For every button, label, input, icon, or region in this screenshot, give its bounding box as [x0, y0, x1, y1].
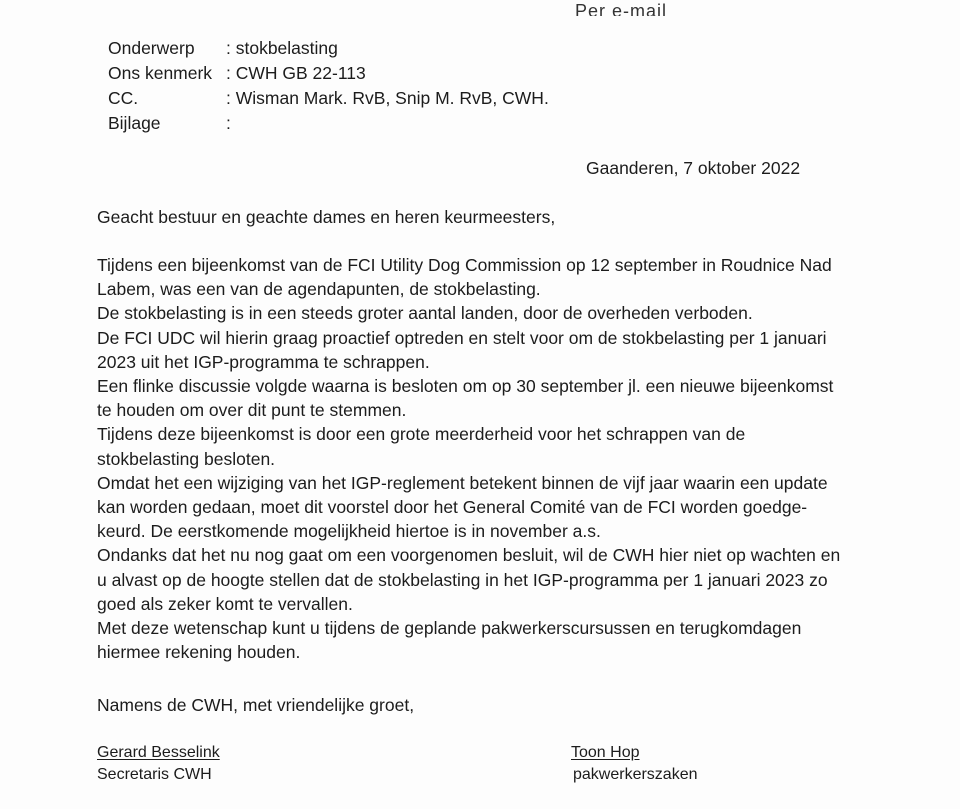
body-line: De FCI UDC wil hierin graag proactief optreden en stelt voor om de stokbelasting per 1 januari [97, 327, 827, 348]
body-line: kan worden gedaan, moet dit voorstel door het General Comité van de FCI worden goedge- [97, 497, 808, 518]
salutation: Geacht bestuur en geachte dames en heren keurmeesters, [97, 207, 556, 227]
body-line: stokbelasting besloten. [97, 448, 276, 469]
meta-value: : [226, 113, 231, 133]
body-line: 2023 uit het IGP-programma te schrappen. [97, 351, 430, 372]
letter-body [97, 205, 897, 664]
closing-line: Namens de CWH, met vriendelijke groet, [97, 695, 415, 715]
meta-label: CC. [108, 88, 139, 108]
signatory-name: Toon Hop [571, 744, 640, 761]
signatory-name: Gerard Besselink [97, 744, 220, 761]
meta-label: Ons kenmerk [108, 63, 213, 83]
meta-row-subject [108, 36, 549, 61]
body-line: Met deze wetenschap kunt u tijdens de geplande pakwerkerscursussen en terugkomdagen [97, 618, 802, 639]
meta-row-attachment [108, 111, 549, 136]
signature-right [571, 742, 698, 786]
body-line: De stokbelasting is in een steeds groter aantal landen, door de overheden verboden. [97, 303, 753, 324]
meta-label: Bijlage [108, 113, 161, 133]
letter-meta-block [108, 36, 549, 136]
body-line: Omdat het een wijziging van het IGP-reglement betekent binnen de vijf jaar waarin een update [97, 472, 828, 493]
meta-row-cc [108, 86, 549, 111]
signature-left [97, 742, 220, 786]
meta-row-reference [108, 61, 549, 86]
body-line: Een flinke discussie volgde waarna is besloten om op 30 september jl. een nieuwe bijeenkomst [97, 376, 834, 397]
body-line: u alvast op de hoogte stellen dat de stokbelasting in het IGP-programma per 1 januari 2023 zo [97, 569, 828, 590]
meta-label: Onderwerp [108, 38, 195, 58]
body-line: Ondanks dat het nu nog gaat om een voorgenomen besluit, wil de CWH hier niet op wachten en [97, 545, 841, 566]
meta-value: : stokbelasting [226, 38, 338, 58]
body-line: Tijdens deze bijeenkomst is door een grote meerderheid voor het schrappen van de [97, 424, 746, 445]
body-line: Labem, was een van de agendapunten, de stokbelasting. [97, 279, 541, 300]
meta-value: : Wisman Mark. RvB, Snip M. RvB, CWH. [226, 88, 549, 108]
signatory-role: pakwerkerszaken [573, 766, 698, 783]
place-date: Gaanderen, 7 oktober 2022 [586, 158, 801, 178]
meta-value: : CWH GB 22-113 [226, 63, 366, 83]
signatory-role: Secretaris CWH [97, 766, 212, 783]
cropped-header-text: Per e-mail [575, 2, 668, 16]
body-line: te houden om over dit punt te stemmen. [97, 400, 407, 421]
body-line: Tijdens een bijeenkomst van de FCI Utility Dog Commission op 12 september in Roudnice Nad [97, 255, 832, 275]
body-line: goed als zeker komt te vervallen. [97, 593, 353, 614]
body-line: hiermee rekening houden. [97, 642, 301, 663]
body-line: keurd. De eerstkomende mogelijkheid hiertoe is in november a.s. [97, 521, 601, 542]
